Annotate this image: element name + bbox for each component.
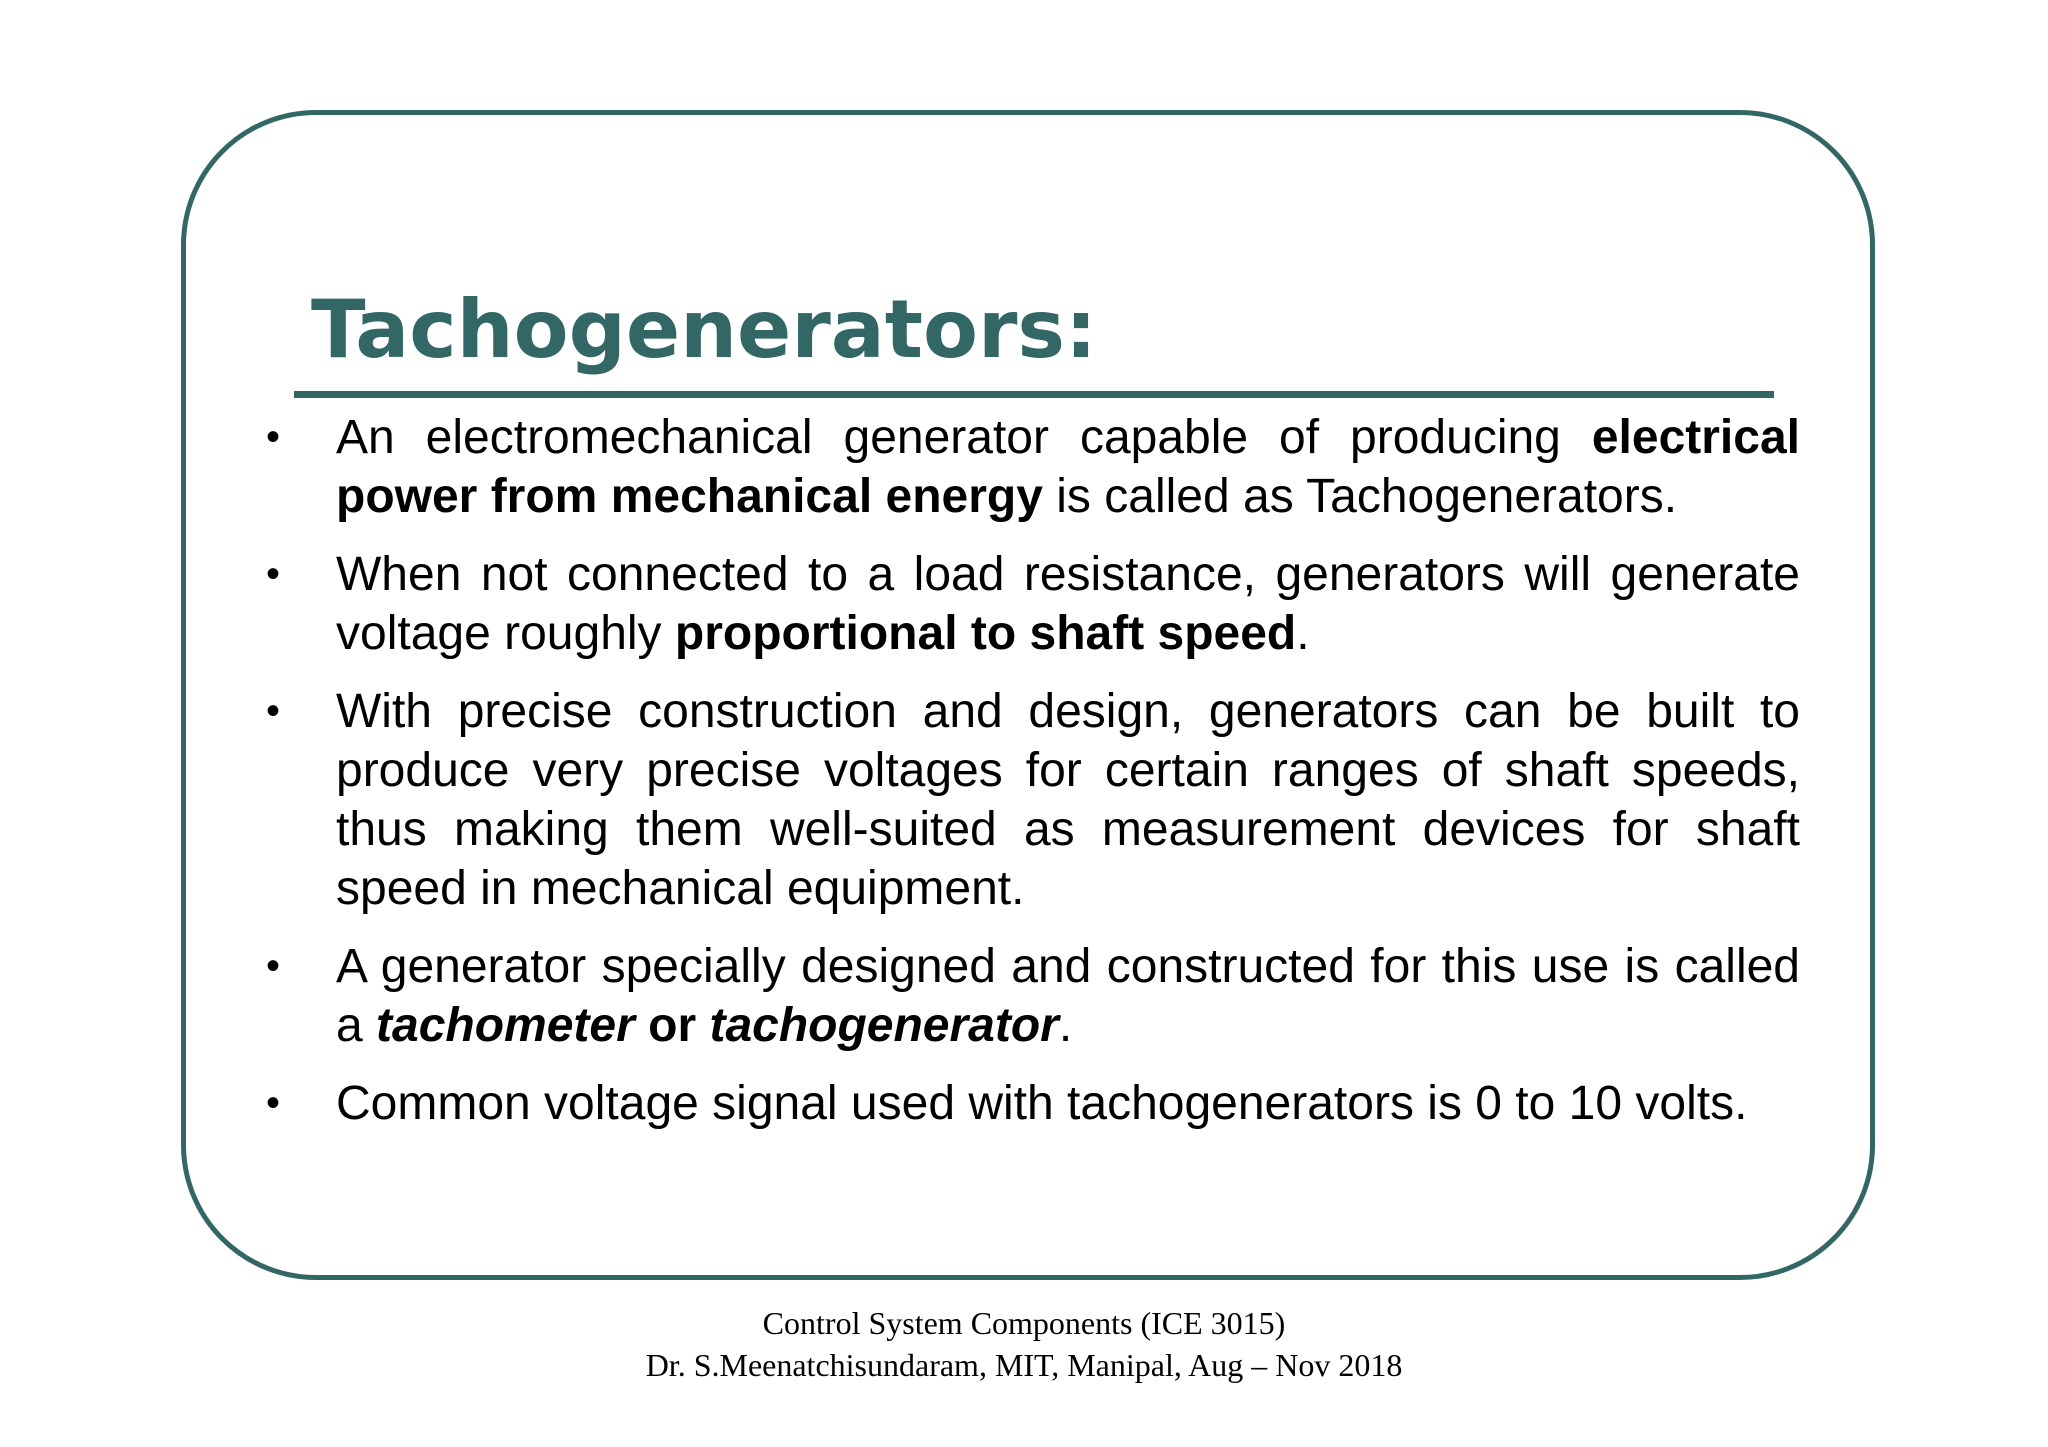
bullet-dot-icon: •: [266, 689, 281, 733]
bullet-text: [336, 1077, 1747, 1130]
bullet-segment: is called as Tachogenerators.: [1042, 470, 1678, 523]
bullet-segment-bold: proportional to shaft speed: [674, 607, 1297, 660]
bullet-segment: With precise construction and design, generators can be built to produce very precise voltages for certain ranges of shaft speeds, thus making them well-suited as measurement devices for shaft speed in mechanical equipment.: [336, 685, 1800, 915]
bullet-dot-icon: •: [266, 552, 281, 596]
slide-footer: [0, 1302, 2048, 1386]
bullet-text: [336, 940, 1800, 1052]
bullet-item: [256, 545, 1800, 663]
bullet-dot-icon: •: [266, 1081, 281, 1125]
bullet-dot-icon: •: [266, 415, 281, 459]
bullet-segment: .: [1058, 999, 1073, 1052]
slide-title: Tachogenerators:: [311, 283, 1098, 376]
bullet-segment-bold: or: [634, 999, 710, 1052]
bullet-segment: .: [1296, 607, 1310, 660]
bullet-list: [256, 408, 1800, 1152]
bullet-segment-bold-italic: tachogenerator: [709, 999, 1059, 1052]
bullet-segment: A generator specially designed and constructed for this use is called a: [336, 940, 1800, 1052]
bullet-segment: An electromechanical generator capable of producing: [336, 411, 1592, 464]
bullet-segment-bold-italic: tachometer: [376, 999, 635, 1052]
bullet-segment: Common voltage signal used with tachogenerators is 0 to 10 volts.: [336, 1077, 1748, 1130]
bullet-dot-icon: •: [266, 944, 281, 988]
bullet-segment-bold: electrical power from mechanical energy: [336, 411, 1800, 523]
title-underline: [294, 391, 1774, 398]
bullet-segment: When not connected to a load resistance, generators will generate voltage roughly: [336, 548, 1800, 660]
bullet-item: [256, 1074, 1800, 1133]
footer-author: Dr. S.Meenatchisundaram, MIT, Manipal, Aug – Nov 2018: [645, 1347, 1403, 1383]
bullet-item: [256, 408, 1800, 526]
bullet-text: [336, 411, 1800, 523]
bullet-text: [336, 548, 1800, 660]
bullet-text: [336, 685, 1800, 915]
bullet-item: [256, 937, 1800, 1055]
footer-course: Control System Components (ICE 3015): [762, 1305, 1286, 1341]
bullet-item: [256, 682, 1800, 918]
